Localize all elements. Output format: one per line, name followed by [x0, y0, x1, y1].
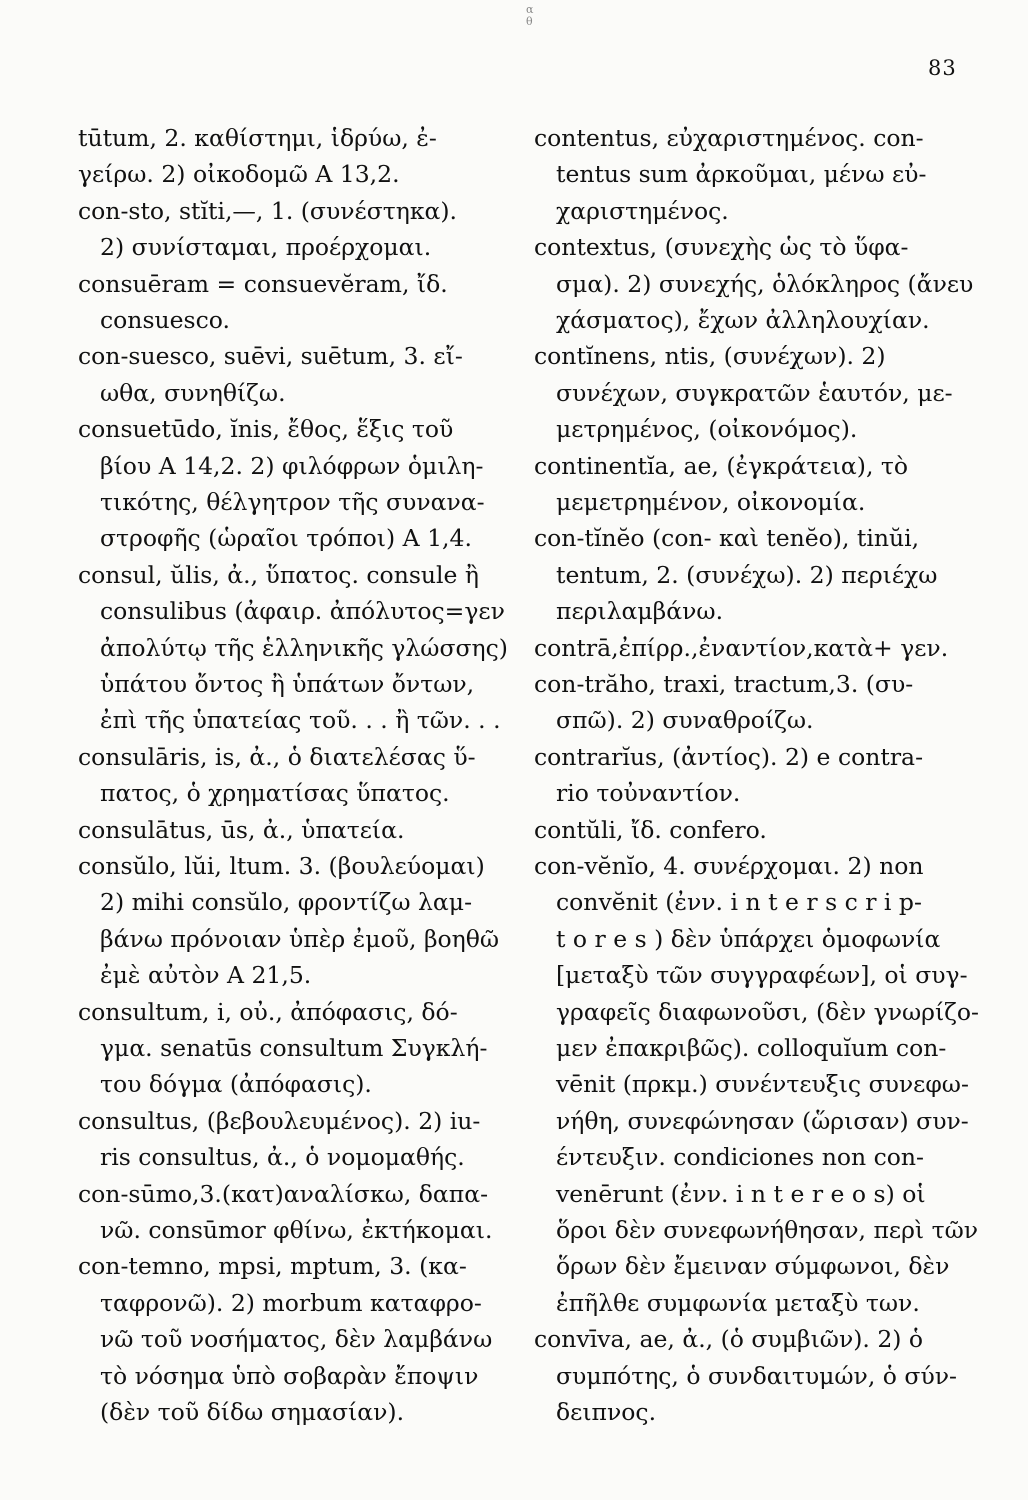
entry-continuation-line: δειπνος.: [556, 1398, 657, 1426]
entry-continuation-line: του δόγμα (ἀπόφασις).: [100, 1070, 372, 1099]
entry-headword-line: convīva, ae, ἀ., (ὁ συμβιῶν). 2) ὁ: [534, 1325, 924, 1354]
entry-headword-line: consul, ŭlis, ἀ., ὕπατος. consule ἢ: [78, 560, 480, 589]
entry-headword-line: consuēram = consuevĕram, ἴδ.: [78, 269, 448, 298]
entry-continuation-line: συνέχων, συγκρατῶν ἑαυτόν, με-: [556, 378, 953, 407]
entry-headword-line: con-temno, mpsi, mptum, 3. (κα-: [78, 1252, 467, 1281]
entry-continuation-line: νῶ τοῦ νοσήματος, δὲν λαμβάνω: [100, 1325, 493, 1354]
entry-headword-line: con-sūmo,3.(κατ)αναλίσκω, δαπα-: [78, 1179, 489, 1208]
entry-continuation-line: consuesco.: [100, 306, 230, 334]
entry-headword-line: con-vĕnĭo, 4. συνέρχομαι. 2) non: [534, 852, 924, 880]
entry-headword-line: contĭnens, ntis, (συνέχων). 2): [534, 342, 886, 371]
entry-continuation-line: convĕnit (ἐνν. i n t e r s c r i p-: [556, 888, 922, 917]
entry-continuation-line: χαριστημένος.: [556, 196, 729, 225]
entry-continuation-line: μεν ἐπακριβῶς). colloquĭum con-: [556, 1034, 947, 1062]
entry-headword-line: con-trăho, traxi, tractum,3. (συ-: [534, 670, 914, 698]
entry-headword-line: con-sto, stĭti,—, 1. (συνέστηκα).: [78, 196, 458, 225]
entry-continuation-line: t o r e s ) δὲν ὑπάρχει ὁμοφωνία: [556, 924, 941, 953]
entry-continuation-line: ταφρονῶ). 2) morbum καταφρο-: [100, 1288, 482, 1317]
entry-continuation-line: στροφῆς (ὡραῖοι τρόποι) Α 1,4.: [100, 524, 472, 553]
entry-headword-line: tūtum, 2. καθίστημι, ἱδρύω, ἐ-: [78, 124, 437, 152]
entry-headword-line: consulātus, ūs, ἀ., ὑπατεία.: [78, 815, 405, 844]
entry-continuation-line: χάσματος), ἔχων ἀλληλουχίαν.: [556, 306, 930, 334]
entry-continuation-line: νῶ. consūmor φθίνω, ἐκτήκομαι.: [100, 1216, 493, 1244]
entry-continuation-line: μετρημένος, (οἰκονόμος).: [556, 415, 858, 444]
entry-headword-line: contentus, εὐχαριστημένος. con-: [534, 124, 924, 152]
entry-continuation-line: συμπότης, ὁ συνδαιτυμών, ὁ σύν-: [556, 1361, 957, 1390]
entry-continuation-line: γραφεῖς διαφωνοῦσι, (δὲν γνωρίζο-: [556, 997, 979, 1026]
entry-continuation-line: σπῶ). 2) συναθροίζω.: [556, 706, 814, 735]
entry-continuation-line: ὅρων δὲν ἔμειναν σύμφωνοι, δὲν: [556, 1252, 950, 1281]
entry-continuation-line: [μεταξὺ τῶν συγγραφέων], οἱ συγ-: [556, 961, 968, 990]
entry-continuation-line: tentus sum ἀρκοῦμαι, μένω εὐ-: [556, 160, 927, 189]
entry-continuation-line: ἐπὶ τῆς ὑπατείας τοῦ. . . ἢ τῶν. . .: [100, 706, 501, 735]
entry-continuation-line: 2) συνίσταμαι, προέρχομαι.: [100, 233, 432, 262]
entry-continuation-line: venērunt (ἐνν. i n t e r e o s) οἱ: [556, 1179, 926, 1208]
entry-headword-line: con-tĭnĕo (con- καὶ tenĕo), tinŭi,: [534, 524, 920, 553]
entry-continuation-line: consulibus (ἀφαιρ. ἀπόλυτος=γεν: [100, 597, 505, 626]
entry-continuation-line: τὸ νόσημα ὑπὸ σοβαρὰν ἔποψιν: [100, 1361, 479, 1390]
top-ink-mark: α θ: [526, 3, 534, 28]
entry-headword-line: consŭlo, lŭi, ltum. 3. (βουλεύομαι): [78, 852, 485, 880]
entry-continuation-line: ὑπάτου ὄντος ἢ ὑπάτων ὄντων,: [100, 670, 475, 698]
entry-headword-line: consulāris, is, ἀ., ὁ διατελέσας ὕ-: [78, 742, 476, 771]
entry-headword-line: consuetūdo, ĭnis, ἔθος, ἕξις τοῦ: [78, 415, 454, 444]
entry-headword-line: contrarĭus, (ἀντίος). 2) e contra-: [534, 742, 924, 771]
entry-continuation-line: σμα). 2) συνεχής, ὁλόκληρος (ἄνευ: [556, 269, 974, 298]
entry-headword-line: γείρω. 2) οἰκοδομῶ Α 13,2.: [78, 160, 400, 189]
entry-continuation-line: 2) mihi consŭlo, φροντίζω λαμ-: [100, 888, 473, 917]
entry-continuation-line: πατος, ὁ χρηματίσας ὕπατος.: [100, 779, 450, 808]
entry-continuation-line: tentum, 2. (συνέχω). 2) περιέχω: [556, 560, 938, 589]
entry-headword-line: continentĭa, ae, (ἐγκράτεια), τὸ: [534, 451, 909, 480]
entry-continuation-line: νήθη, συνεφώνησαν (ὥρισαν) συν-: [556, 1106, 969, 1135]
page-number: 83: [928, 56, 957, 80]
entry-headword-line: contŭli, ἴδ. confero.: [534, 815, 767, 844]
entry-continuation-line: (δὲν τοῦ δίδω σημασίαν).: [100, 1398, 405, 1426]
entry-continuation-line: γμα. senatūs consultum Συγκλή-: [100, 1034, 488, 1062]
entry-continuation-line: περιλαμβάνω.: [556, 597, 724, 626]
entry-continuation-line: έντευξιν. condiciones non con-: [556, 1143, 924, 1172]
entry-continuation-line: ωθα, συνηθίζω.: [100, 378, 286, 407]
entry-headword-line: consultus, (βεβουλευμένος). 2) iu-: [78, 1106, 481, 1135]
entry-continuation-line: rio τοὐναντίον.: [556, 779, 741, 808]
entry-continuation-line: μεμετρημένον, οἰκονομία.: [556, 488, 866, 516]
entry-continuation-line: ris consultus, ἀ., ὁ νομομαθής.: [100, 1143, 465, 1172]
entry-headword-line: contextus, (συνεχὴς ὡς τὸ ὕφα-: [534, 233, 909, 262]
entry-continuation-line: ἐπῆλθε συμφωνία μεταξὺ των.: [556, 1288, 920, 1317]
entry-headword-line: con-suesco, suēvi, suētum, 3. εἴ-: [78, 342, 463, 371]
entry-continuation-line: βάνω πρόνοιαν ὑπὲρ ἐμοῦ, βοηθῶ: [100, 924, 500, 953]
entry-continuation-line: vēnit (πρκμ.) συνέντευξις συνεφω-: [556, 1070, 969, 1099]
entry-headword-line: contrā,ἐπίρρ.,ἐναντίον,κατὰ+ γεν.: [534, 633, 949, 662]
entry-continuation-line: ἀπολύτῳ τῆς ἑλληνικῆς γλώσσης): [100, 633, 508, 662]
entry-continuation-line: τικότης, θέλγητρον τῆς συνανα-: [100, 488, 485, 516]
entry-continuation-line: ὅροι δὲν συνεφωνήθησαν, περὶ τῶν: [556, 1216, 979, 1244]
entry-continuation-line: ἐμὲ αὐτὸν Α 21,5.: [100, 961, 312, 990]
entry-headword-line: consultum, i, οὐ., ἀπόφασις, δό-: [78, 997, 458, 1026]
entry-continuation-line: βίου Α 14,2. 2) φιλόφρων ὁμιλη-: [100, 451, 484, 480]
